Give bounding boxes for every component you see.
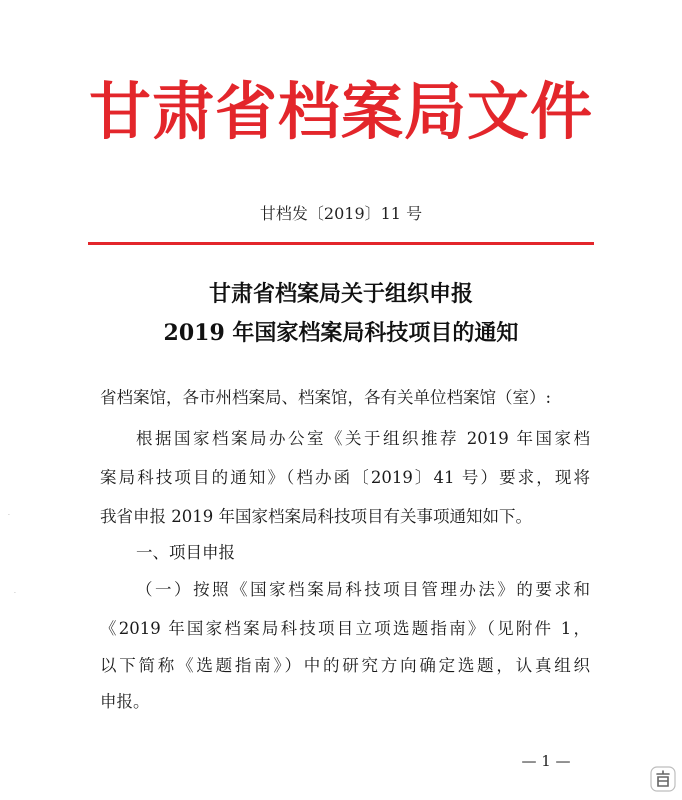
masthead-title: 甘肃省档案局文件: [88, 75, 593, 148]
paragraph-2-line-2: 《2019 年国家档案局科技项目立项选题指南》（见附件 1，: [100, 619, 590, 638]
scan-speck: ·: [14, 590, 16, 597]
scan-speck: ·: [8, 512, 10, 519]
paragraph-2-line-3: 以下简称《选题指南》）中的研究方向确定选题，认真组织: [100, 656, 590, 675]
addressee: 省档案馆，各市州档案局、档案馆，各有关单位档案馆（室）:: [100, 388, 552, 407]
print-badge-icon: [650, 766, 676, 792]
paragraph-1-line-1: 根据国家档案局办公室《关于组织推荐 2019 年国家档: [136, 429, 590, 448]
notice-title-line-2: 2019 年国家档案局科技项目的通知: [163, 320, 519, 346]
red-divider: [88, 242, 594, 245]
paragraph-2-line-4: 申报。: [100, 692, 150, 711]
paragraph-2-line-1: （一）按照《国家档案局科技项目管理办法》的要求和: [136, 580, 590, 599]
section-1-heading: 一、项目申报: [136, 543, 235, 562]
paragraph-1-line-3: 我省申报 2019 年国家档案局科技项目有关事项通知如下。: [100, 507, 532, 526]
document-number: 甘档发〔2019〕11 号: [259, 204, 423, 223]
notice-title-line-1: 甘肃省档案局关于组织申报: [208, 281, 473, 307]
paragraph-1-line-2: 案局科技项目的通知》（档办函〔2019〕41 号）要求，现将: [100, 468, 590, 487]
page-number: — 1 —: [521, 752, 571, 770]
